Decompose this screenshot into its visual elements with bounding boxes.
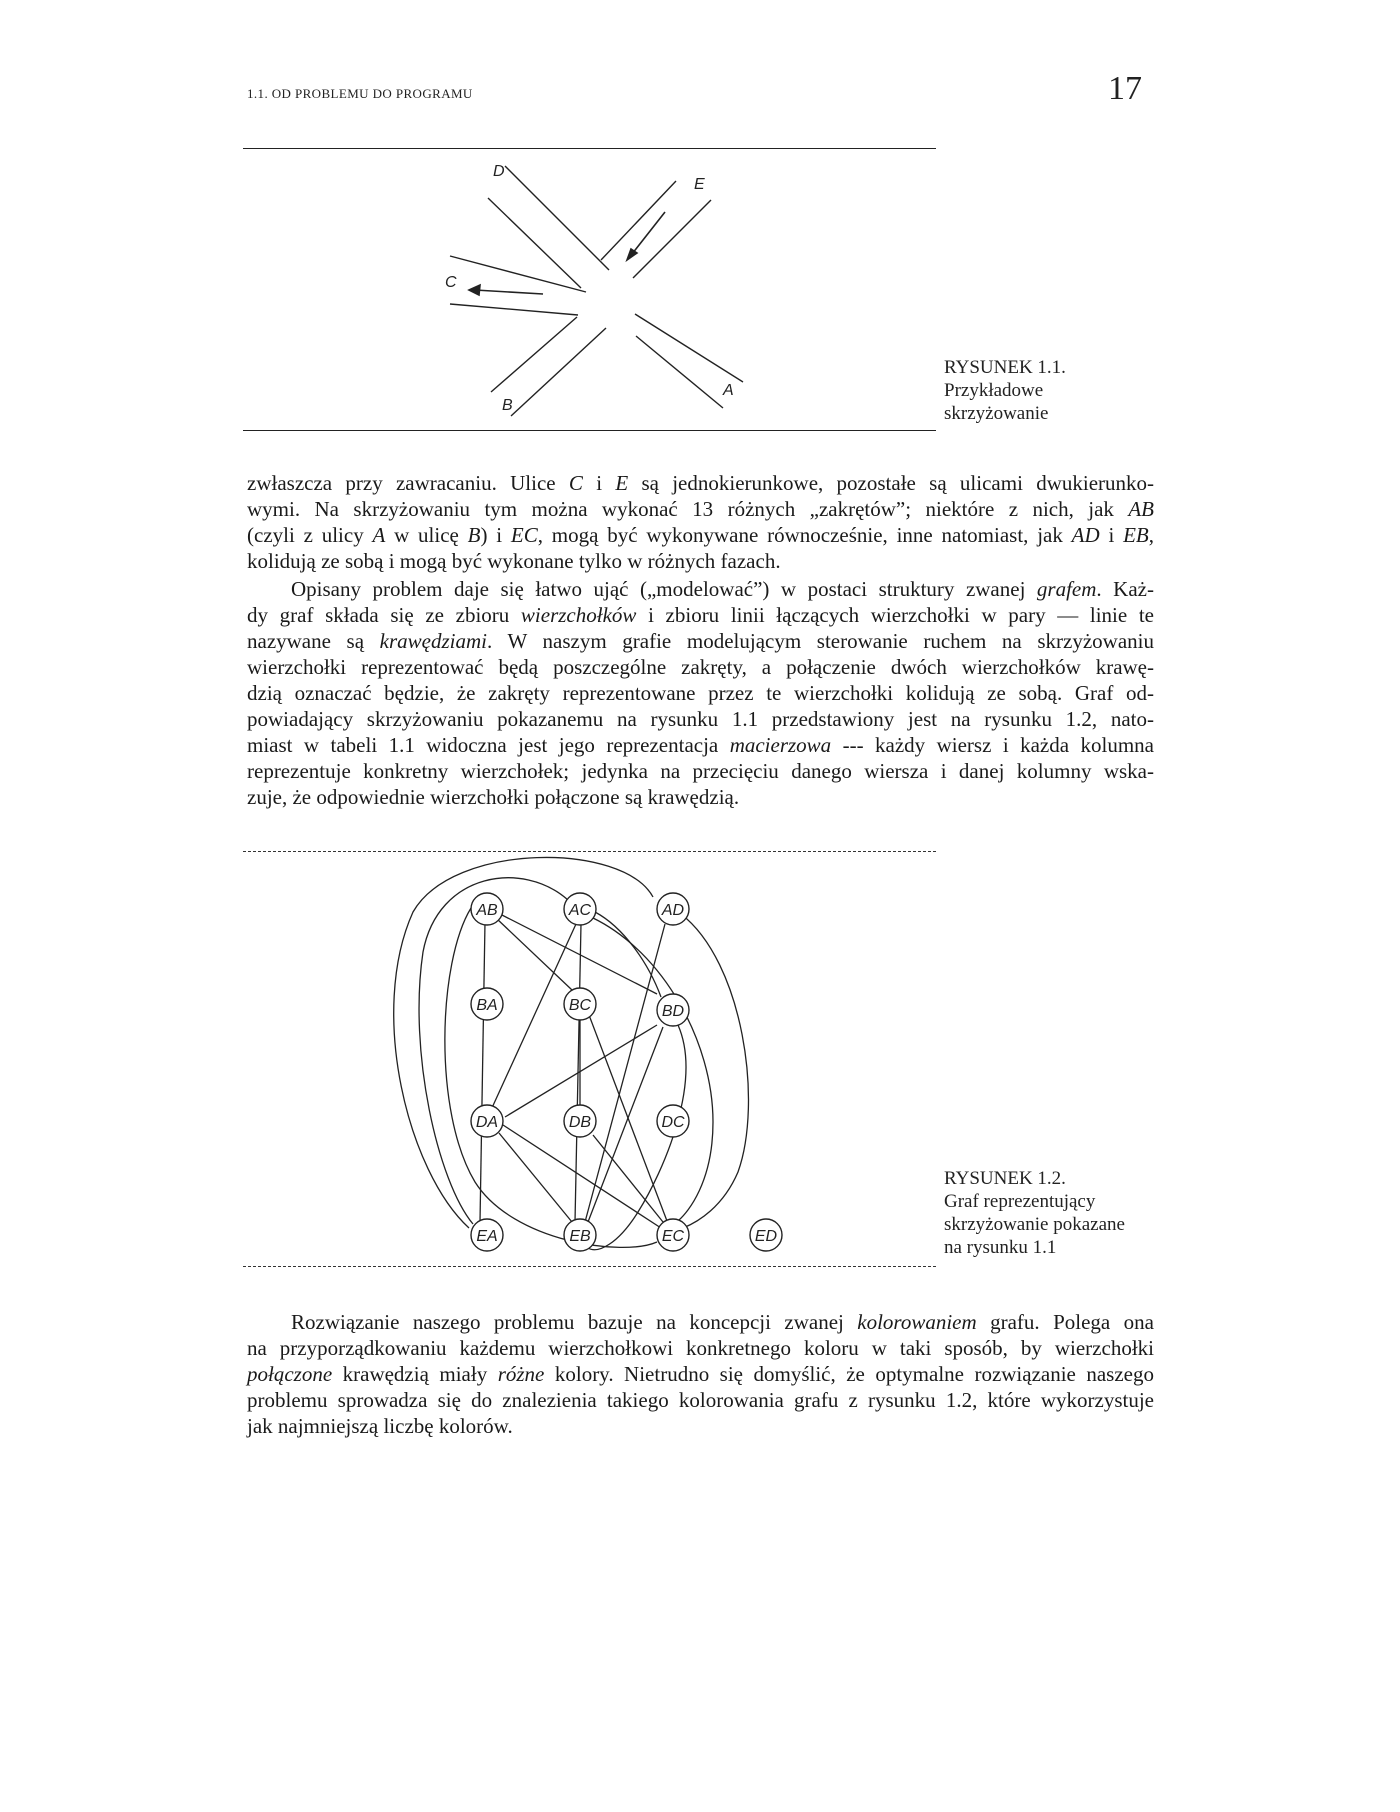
- node-db: [564, 1105, 596, 1137]
- node-bd: [657, 994, 689, 1026]
- running-head: 1.1. OD PROBLEMU DO PROGRAMU: [247, 86, 473, 101]
- figure-1: [243, 150, 943, 430]
- svg-text:DA: DA: [475, 1114, 499, 1131]
- edge-ab-bc: [496, 918, 572, 990]
- node-ec: [657, 1219, 689, 1251]
- edge-ab-bd: [500, 914, 657, 994]
- label-d: D: [493, 163, 505, 180]
- svg-text:EC: EC: [661, 1228, 685, 1245]
- caption-line: Graf reprezentujący: [944, 1191, 1096, 1212]
- paragraph-3: [247, 1309, 1154, 1439]
- caption-line: na rysunku 1.1: [944, 1237, 1057, 1258]
- text-line: jak najmniejszą liczbę kolorów.: [247, 1414, 513, 1438]
- text-line: problemu sprowadza się do znalezienia takiego kolorowania grafu z rysunku 1.2, które wykorzystuje: [247, 1388, 1154, 1412]
- svg-text:DC: DC: [661, 1114, 685, 1131]
- text-line: (czyli z ulicy A w ulicę B) i EC, mogą być wykonywane równocześnie, inne natomiast, jak AD i EB,: [247, 523, 1154, 547]
- node-ad: [657, 893, 689, 925]
- text-line: reprezentuje konkretny wierzchołek; jedynka na przecięciu danego wiersza i danej kolumny wska-: [247, 759, 1154, 783]
- svg-text:BC: BC: [568, 997, 592, 1014]
- intersection-diagram: [243, 150, 943, 430]
- caption-line: RYSUNEK 1.1.: [944, 357, 1066, 378]
- arrow-e-icon: [627, 212, 665, 260]
- figure-2-caption: [944, 1167, 1125, 1259]
- text-line: zuje, że odpowiednie wierzchołki połączone są krawędzią.: [247, 785, 740, 809]
- text-line: Opisany problem daje się łatwo ująć („modelować”) w postaci struktury zwanej grafem. Każ-: [291, 577, 1154, 601]
- text-line: Rozwiązanie naszego problemu bazuje na koncepcji zwanej kolorowaniem grafu. Polega ona: [291, 1310, 1154, 1334]
- figure-1-bottom-rule: [243, 430, 936, 431]
- text-line: wierzchołki reprezentować będą poszczególne zakręty, a połączenie dwóch wierzchołków krawę-: [247, 655, 1154, 679]
- paragraph-1: [247, 470, 1154, 574]
- label-c: C: [445, 274, 457, 291]
- svg-text:BA: BA: [476, 997, 498, 1014]
- text-line: na przyporządkowaniu każdemu wierzchołkowi konkretnego koloru w taki sposób, by wierzchołki: [247, 1336, 1154, 1360]
- caption-line: skrzyżowanie pokazane: [944, 1214, 1125, 1235]
- node-bc: [564, 988, 596, 1020]
- svg-text:EB: EB: [569, 1228, 591, 1245]
- text-line: miast w tabeli 1.1 widoczna jest jego reprezentacja macierzowa --- każdy wiersz i każda kolumna: [247, 733, 1154, 757]
- node-ed: [750, 1219, 782, 1251]
- edge-ac-ec: [593, 918, 713, 1220]
- figure-2-bottom-rule: [243, 1266, 936, 1267]
- text-line: wymi. Na skrzyżowaniu tym można wykonać 13 różnych „zakrętów”; niektóre z nich, jak AB: [247, 497, 1154, 521]
- figure-1-top-rule: [243, 148, 936, 149]
- text-line: powiadający skrzyżowaniu pokazanemu na rysunku 1.1 przedstawiony jest na rysunku 1.2, nato-: [247, 707, 1154, 731]
- node-ea: [471, 1219, 503, 1251]
- caption-line: skrzyżowanie: [944, 403, 1049, 424]
- edge-ab-ea: [480, 922, 485, 1222]
- edge-db-ec: [593, 1135, 663, 1222]
- text-line: dzią oznaczać będzie, że zakręty reprezentowane przez te wierzchołki kolidują ze sobą. Graf od-: [247, 681, 1154, 705]
- edge-ac-ea: [419, 878, 568, 1224]
- caption-line: RYSUNEK 1.2.: [944, 1168, 1066, 1189]
- label-e: E: [694, 176, 705, 193]
- node-eb: [564, 1219, 596, 1251]
- edge-ad-ea: [394, 857, 653, 1228]
- edge-ad-ec: [681, 914, 748, 1228]
- graph-nodes: [471, 893, 782, 1251]
- node-ba: [471, 988, 503, 1020]
- text-line: zwłaszcza przy zawracaniu. Ulice C i E są jednokierunkowe, pozostałe są ulicami dwukierunko-: [247, 471, 1154, 495]
- caption-line: Przykładowe: [944, 380, 1044, 401]
- figure-2: [243, 852, 943, 1262]
- arrow-c-icon: [469, 285, 543, 295]
- conflict-graph: [243, 852, 943, 1262]
- svg-text:AC: AC: [568, 902, 592, 919]
- text-line: dy graf składa się ze zbioru wierzchołków i zbioru linii łączących wierzchołki w pary — linie te: [247, 603, 1154, 627]
- node-ac: [564, 893, 596, 925]
- text-line: kolidują ze sobą i mogą być wykonane tylko w różnych fazach.: [247, 549, 781, 573]
- edge-ad-eb: [585, 924, 665, 1222]
- node-da: [471, 1105, 503, 1137]
- svg-text:DB: DB: [568, 1114, 592, 1131]
- svg-text:EA: EA: [476, 1228, 498, 1245]
- svg-text:AB: AB: [476, 902, 498, 919]
- svg-text:BD: BD: [661, 1003, 685, 1020]
- edge-bd-eb: [588, 1027, 663, 1222]
- paragraph-2: [247, 576, 1154, 810]
- figure-1-caption: [944, 356, 1066, 425]
- text-line: połączone krawędzią miały różne kolory. Nietrudno się domyślić, że optymalne rozwiązanie naszego: [247, 1362, 1154, 1386]
- node-dc: [657, 1105, 689, 1137]
- node-ab: [471, 893, 503, 925]
- label-a: A: [723, 382, 734, 399]
- label-b: B: [502, 397, 513, 414]
- svg-text:ED: ED: [754, 1228, 778, 1245]
- text-line: nazywane są krawędziami. W naszym grafie modelującym sterowanie ruchem na skrzyżowaniu: [247, 629, 1154, 653]
- page-number: 17: [1108, 70, 1142, 107]
- svg-text:AD: AD: [661, 902, 685, 919]
